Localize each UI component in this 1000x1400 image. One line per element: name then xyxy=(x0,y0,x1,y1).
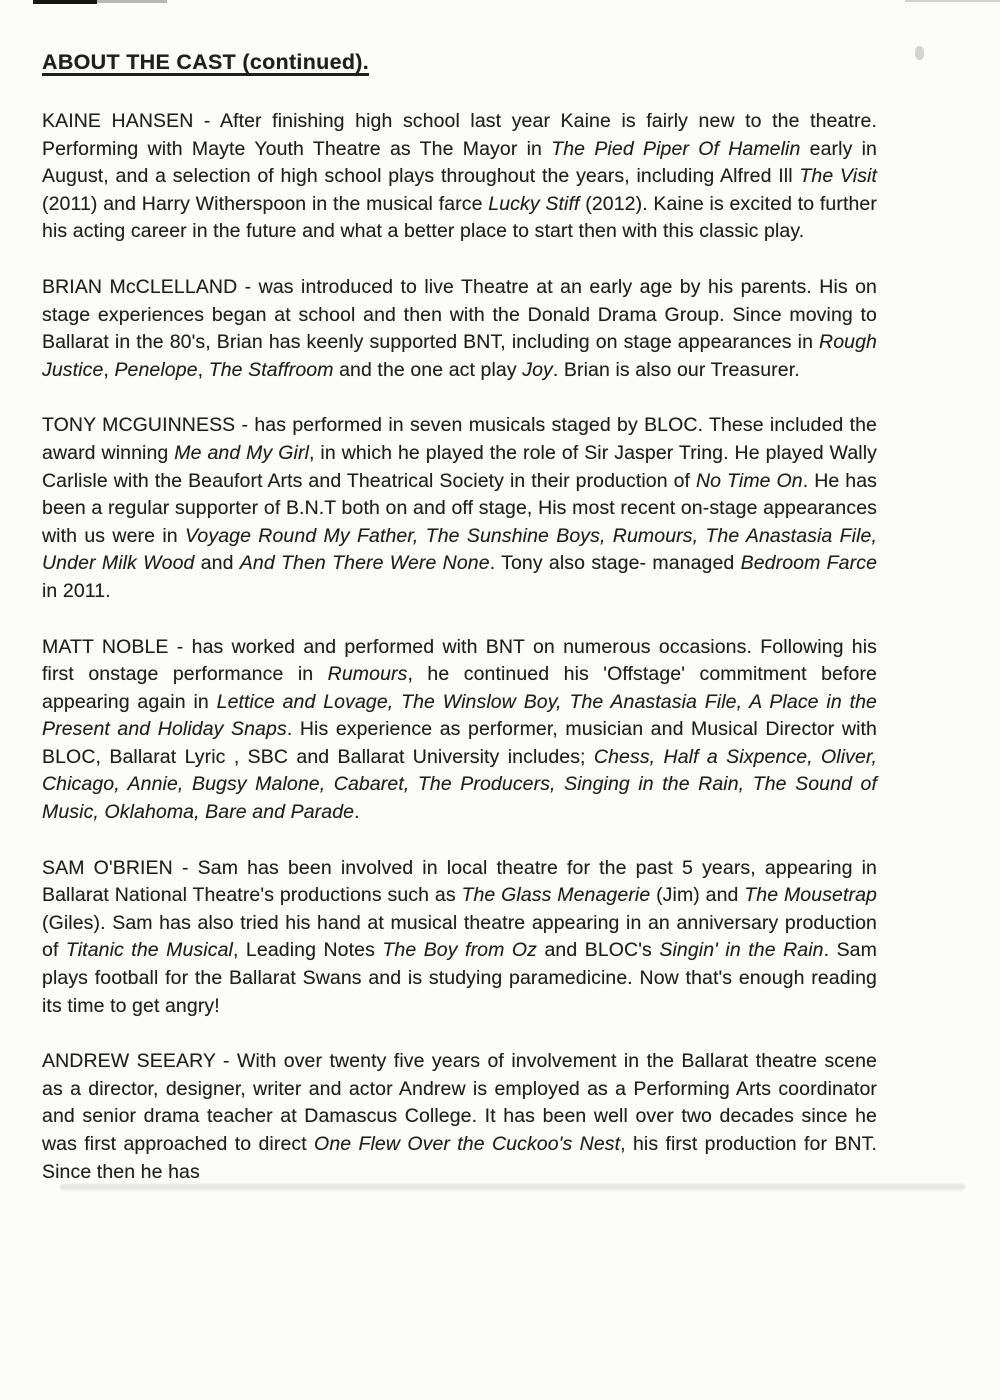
bio-andrew-seeary xyxy=(42,1048,877,1186)
bio-text: and BLOC's xyxy=(537,939,660,962)
bio-text: . Sam plays football for the Ballarat Swans and is studying paramedicine. Now that's enough reading its time to get angry! xyxy=(42,939,877,1017)
bio-text: KAINE HANSEN - After finishing high school last year Kaine is fairly new to the theatre. Performing with Mayte Youth Theatre as The Mayor in xyxy=(42,110,877,160)
bio-text: . Tony also stage- managed xyxy=(489,552,741,575)
show-title-italic: Rumours xyxy=(327,663,408,686)
bio-text: . His experience as performer, musician and Musical Director with BLOC, Ballarat Lyric , SBC and Ballarat University includes; xyxy=(42,718,877,768)
show-title-italic: The Boy from Oz xyxy=(382,939,538,962)
bio-brian-mcclelland xyxy=(42,274,877,384)
show-title-italic: And Then There Were None xyxy=(239,552,490,575)
show-title-italic: The Staffroom xyxy=(208,358,334,381)
bio-sam-obrien xyxy=(42,855,877,1021)
bio-text: , xyxy=(103,358,115,381)
show-title-italic: The Glass Menagerie xyxy=(461,884,651,907)
bio-text: (2012). Kaine is excited to further his acting career in the future and what a better place to start then with this classic play. xyxy=(42,192,877,243)
show-title-italic: Singin' in the Rain xyxy=(659,939,824,962)
bio-text: , he continued his 'Offstage' commitment before appearing again in xyxy=(42,663,877,713)
cast-bios xyxy=(42,108,877,1214)
bio-text: and xyxy=(194,552,240,575)
scan-artifact-top-black xyxy=(33,0,97,4)
bio-tony-mcguinness xyxy=(42,412,877,605)
bio-kaine-hansen xyxy=(42,108,877,246)
scan-artifact-top-right xyxy=(905,0,1000,2)
scan-artifact-top-gray xyxy=(97,0,167,3)
show-title-italic: The Mousetrap xyxy=(744,884,877,907)
scan-artifact-right-smudge xyxy=(915,46,924,60)
bio-text: . xyxy=(354,801,360,824)
show-title-italic: Joy xyxy=(522,358,553,381)
show-title-italic: No Time On xyxy=(696,469,803,492)
bio-text: in 2011. xyxy=(42,579,111,602)
bio-text: , xyxy=(197,358,209,381)
bio-text: (2011) and Harry Witherspoon in the musical farce xyxy=(42,192,489,215)
bio-text: (Giles). Sam has also tried his hand at musical theatre appearing in an anniversary production of xyxy=(42,911,877,962)
show-title-italic: One Flew Over the Cuckoo's Nest xyxy=(314,1133,621,1155)
bio-text: , his first production for BNT. Since then he has xyxy=(42,1133,877,1183)
show-title-italic: Penelope xyxy=(114,358,198,381)
bio-matt-noble xyxy=(42,634,877,827)
show-title-italic: The Visit xyxy=(799,165,878,188)
show-title-italic: Lucky Stiff xyxy=(488,192,580,215)
bio-text: and the one act play xyxy=(333,358,523,381)
show-title-italic: Bedroom Farce xyxy=(740,552,878,575)
show-title-italic: The Pied Piper Of Hamelin xyxy=(551,137,801,160)
bio-text: , in which he played the role of Sir Jasper Tring. He played Wally Carlisle with the Beaufort Arts and Theatrical Society in their production of xyxy=(42,441,877,492)
show-title-italic: Chess, Half a Sixpence, Oliver, Chicago, Annie, Bugsy Malone, Cabaret, The Producers, Singing in the Rain, The Sound of Music, Oklahoma, Bare and Parade xyxy=(42,745,877,824)
bio-text: (Jim) and xyxy=(650,884,745,907)
show-title-italic: Voyage Round My Father, The Sunshine Boys, Rumours, The Anastasia File, Under Milk Wood xyxy=(42,524,877,575)
show-title-italic: Me and My Girl xyxy=(174,441,309,464)
bio-text: MATT NOBLE - has worked and performed with BNT on numerous occasions. Following his first onstage performance in xyxy=(42,635,877,686)
bio-text: TONY MCGUINNESS - has performed in seven musicals staged by BLOC. These included the award winning xyxy=(42,414,877,464)
show-title-italic: Lettice and Lovage, The Winslow Boy, The Anastasia File, A Place in the Present and Holiday Snaps xyxy=(42,690,877,741)
page-title: ABOUT THE CAST (continued). xyxy=(42,50,369,74)
bio-text: BRIAN McCLELLAND - was introduced to live Theatre at an early age by his parents. His on stage experiences began at school and then with the Donald Drama Group. Since moving to Ballarat in the 80's, Brian has keenly supported BNT, including on stage appearances in xyxy=(42,275,877,354)
bio-text: SAM O'BRIEN - Sam has been involved in local theatre for the past 5 years, appearing in Ballarat National Theatre's productions such as xyxy=(42,856,877,907)
show-title-italic: Titanic the Musical xyxy=(65,939,233,962)
show-title-italic: Rough Justice xyxy=(42,331,877,381)
bio-text: . He has been a regular supporter of B.N.T both on and off stage, His most recent on-stage appearances with us were in xyxy=(42,469,878,547)
bio-text: , Leading Notes xyxy=(232,939,383,962)
bio-text: ANDREW SEEARY - With over twenty five years of involvement in the Ballarat theatre scene as a director, designer, writer and actor Andrew is employed as a Performing Arts coordinator and senior drama teacher at Damascus College. It has been well over two decades since he was first approached to direct xyxy=(42,1050,877,1155)
bio-text: . Brian is also our Treasurer. xyxy=(552,358,800,381)
bio-text: early in August, and a selection of high school plays throughout the years, including Alfred Ill xyxy=(42,137,878,188)
